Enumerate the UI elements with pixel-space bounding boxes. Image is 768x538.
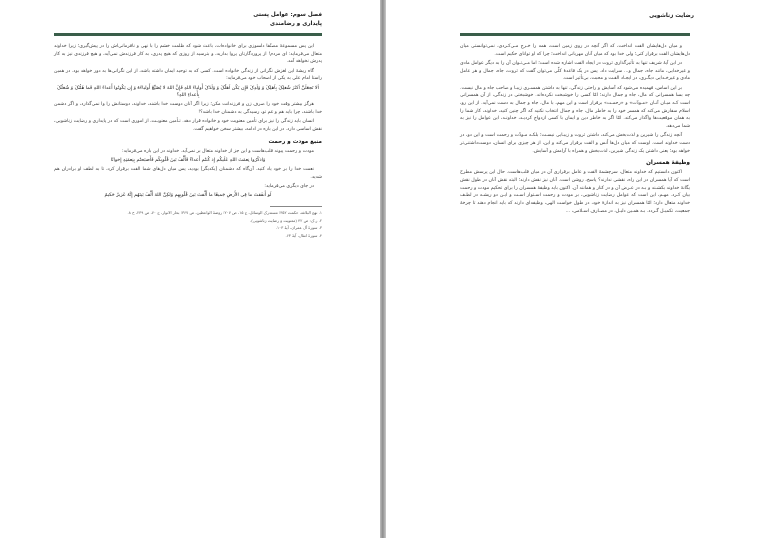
paragraph: بر این اساس، فهمیده می‌شود که آسایش و راحتی زندگی، تنها به داشتن همسـری زیبـا و صاحب جاه و مال نیست. چه بسا همسرانی که مال، جاه و جمال دارند؛ امّا کسی را خوشبخت نکرده‌اند. خوشبختی در زندگی، از آن همسرانی است کـه میـان آنـان «مـودّت» و «رحمـت» برقرار است و این مهم، با مال، جاه و جمال به دست نمی‌آید. از این رو، اسلام سفارش می‌کند که همسر خود را به خاطر مال، جاه و جمال انتخاب نکنید که اگر چنین کنید، خداوند، کار شما را به همان موقعیت‌ها واگذار می‌کند. امّا اگر به خاطر دین و ایمان با کسی ازدواج کردیـد، خداونـد، این عوامل را نیز به شما می‌دهد.: [460, 85, 690, 130]
section-heading: وظیفۀ همسران: [646, 160, 690, 167]
quran-verse: لَو أَنفَقتَ ما فِی الأَرضِ جَمیعًا ما أَلَّفتَ بَینَ قُلُوبِهِم وَلکِنَّ اللهَ أَلَّفَ بَینَهُم إِنَّهُ عَزیزٌ حَکیمٌ: [104, 193, 272, 199]
paragraph: این پس مسموعۀ مصنّفا دلسوزی برای خانواده‌ات، باعث شود که ظلمت خشم را با نهی و نافرمانی‌اش را در پیش‌گیری؛ زیرا خداوند متعال می‌فرماید: ای مردم! از پروردگارتان پروا بدارید، و بترسید از روزی که هیچ پدری، به کار فرزندش نمی‌آید، و هیچ فرزندی نیز به کار پدرش نخواهد آمد.: [54, 44, 322, 65]
header-rule: [54, 33, 322, 36]
section-title: پایداری و رضامندی: [270, 21, 322, 27]
header-rule: [460, 33, 690, 36]
right-page-header: [464, 12, 694, 21]
paragraph: و میان دل‌هایشان الفت انداخت، که اگر آنچه در روی زمین است، همه را خـرج مـی‌کـردی، نمی‌توانستی میان دل‌هایشان الفت برقرار کنی؛ ولی خدا بود که میان آنان مهربانی انداخت؛ چرا که او توانای حکیم است.: [460, 44, 690, 57]
paragraph: هرگز بیشتر وقت خود را صرف زن و فرزندانت مکن؛ زیرا اگر آنان دوست خدا باشند، خداوند، دوستانش را وا نمی‌گذارد، و اگر دشمن خدا باشند، چرا باید هم و غم تو، رسیدگی به دشمنان خدا باشد؟!: [54, 102, 322, 116]
paragraph: اکنون دانستیم که خداوند متعال، سرچشمۀ الفت و عامل برقراری آن در میان قلب‌هاست. حال این پرسش مطرح است که آیا همسران در این راه، نقشی ندارند؟ پاسخ، روشن است. آنان نیز نقش دارند؛ البته نقش آنان در طول نقش یگانۀ خداوند بکشـند و بـه در عـرض آن و در کنار و همانند آن. اکنون باید وظیفۀ همسران را برای تحکیم مودت و رحمت بیان کـرد. مهـم، این است که عوامل رضایت زناشویی، بر مودت و رحمت اسـتوار اسـت و ایـن دو ریشـه در لطـف خداوند متعال دارد؛ امّا همسران نیز به اندازۀ خود، در طول خواست الهی، وظیفه‌ای دارند که باید انجام دهند تا چرخۀ جمعیت، تکمیـل گـردد. بـه همـین دلیـل، در مصـارف اسـلامی، ...: [460, 170, 690, 214]
book-title: رضایت زناشویی: [649, 13, 694, 19]
footnote: ۱. نهج البلاغه، حکمت ۳۵۲؛ مستدرک الوسائل، ج ۱۵، ص ۲۰۷؛ روضۀ الواعظین، ص ۳۶۷؛ بحار الانوار، ج ۷۰، ص ۲۳۹، ح ۸.: [127, 209, 322, 215]
paragraph: انسان باید زندگی را نیز برای تأمین معنویت خود و خانواده قرار دهد. تـأمین معنویـت، از اموری است که در پایداری و رضایت زناشویی، نقش اساسی دارد. در این باره در ادامه، بیشتر سخن خواهیم گفت.: [54, 119, 322, 133]
hadith-quote: اَلا تَجعَلَنَّ اَکثَرَ شُغلِکَ بِاَهلِکَ وَ وَلَدِکَ فَإِن یَکُن اَهلُکَ وَ وَلَدُکَ أَولیاءَ اللهِ فَإِنَّ اللهَ لا یُضَیِّعُ أَولیاءَهُ وَ إِن یَکُونُوا أَعداءَ اللهِ فَما هَمُّکَ وَ شُغلُکَ بِأَعداءِ اللهِ؟: [57, 85, 319, 99]
section-heading: منبع مودت و رحمت: [268, 138, 322, 145]
chapter-title: فصل سوم: عوامل پستی: [253, 12, 322, 18]
paragraph: نعمت خدا را بر خود یاد کنید. آن‌گاه که دشمنان [یکدیگر] بودید، پس میان دل‌های شما الفت برقرار کرد، تا به لطف او برادران هم شدید.: [54, 167, 322, 180]
left-page: [0, 0, 380, 538]
right-page: [386, 0, 768, 538]
quran-verse: وَاذکُرُوا نِعمَتَ اللهِ عَلَیکُم إِذ کُنتُم أَعداءً فَأَلَّفَ بَینَ قُلُوبِکُم فَأَصبَحتُم بِنِعمَتِهِ إِخوانًا: [110, 157, 266, 163]
paragraph: در جای دیگری می‌فرماید:: [264, 184, 314, 190]
footnote: ۴. سورۀ انفال، آیۀ ۶۳.: [285, 233, 322, 239]
paragraph: آنچه زندگی را شیرین و لذت‌بخش می‌کند، داشتن ثروت و زیبـایی نیسـت؛ بلکـه مـودّت و رحمت است و این دو، در دست خداوند است. اوست که میان دل‌ها اُنس و الفت برقرار می‌کند و این، از هر چیزی برای انسان، دوست‌داشتنی‌تر خواهد بود؛ یعنی داشتن یک زندگی شیرین، لذت‌بخش و همراه با آرامش و آسایش.: [460, 133, 690, 154]
footnote: ۳. سورۀ آل عمران، آیۀ ۱۰۳.: [275, 225, 322, 231]
paragraph: در این آیۀ شریف تنها به تأثیرگذاری ثروت در ایجاد الفت اشاره شده است؛ اما مـی‌تـوان آن را به دیگر عوامل مادی و غیرخدایی، مانند جاه، جمال و... سرایت داد. پس در یک قاعدۀ کلّی می‌توان گفت که ثروت، جاه، جمال و هر عامل مادی و غیرخـدایی دیگـری، در ایجـاد الفـت و محبت، بی‌تأثیر است.: [460, 60, 690, 82]
left-page-body: [54, 43, 322, 241]
footnote-divider: [270, 206, 322, 207]
right-page-body: [460, 43, 690, 217]
left-page-header: [62, 11, 322, 29]
footnote: ۲. ر.ک: ص ۴۲ (معنویت و رضایت زناشویی).: [249, 217, 322, 223]
paragraph: گاه ریشۀ این لغزش نگرانی از زندگی خانواده است. کسی که به توحید ایمان داشته باشد، از این نگرانی‌ها به دور خواهد بود. در همین راستا امام علی به یکی از اصحاب خود می‌فرماید:: [54, 68, 322, 82]
paragraph: مودت و رحمت پیوند قلب‌هاست و این جز از خداوند متعال بر نمی‌آید. خداوند در این باره می‌فرماید:: [122, 148, 314, 154]
